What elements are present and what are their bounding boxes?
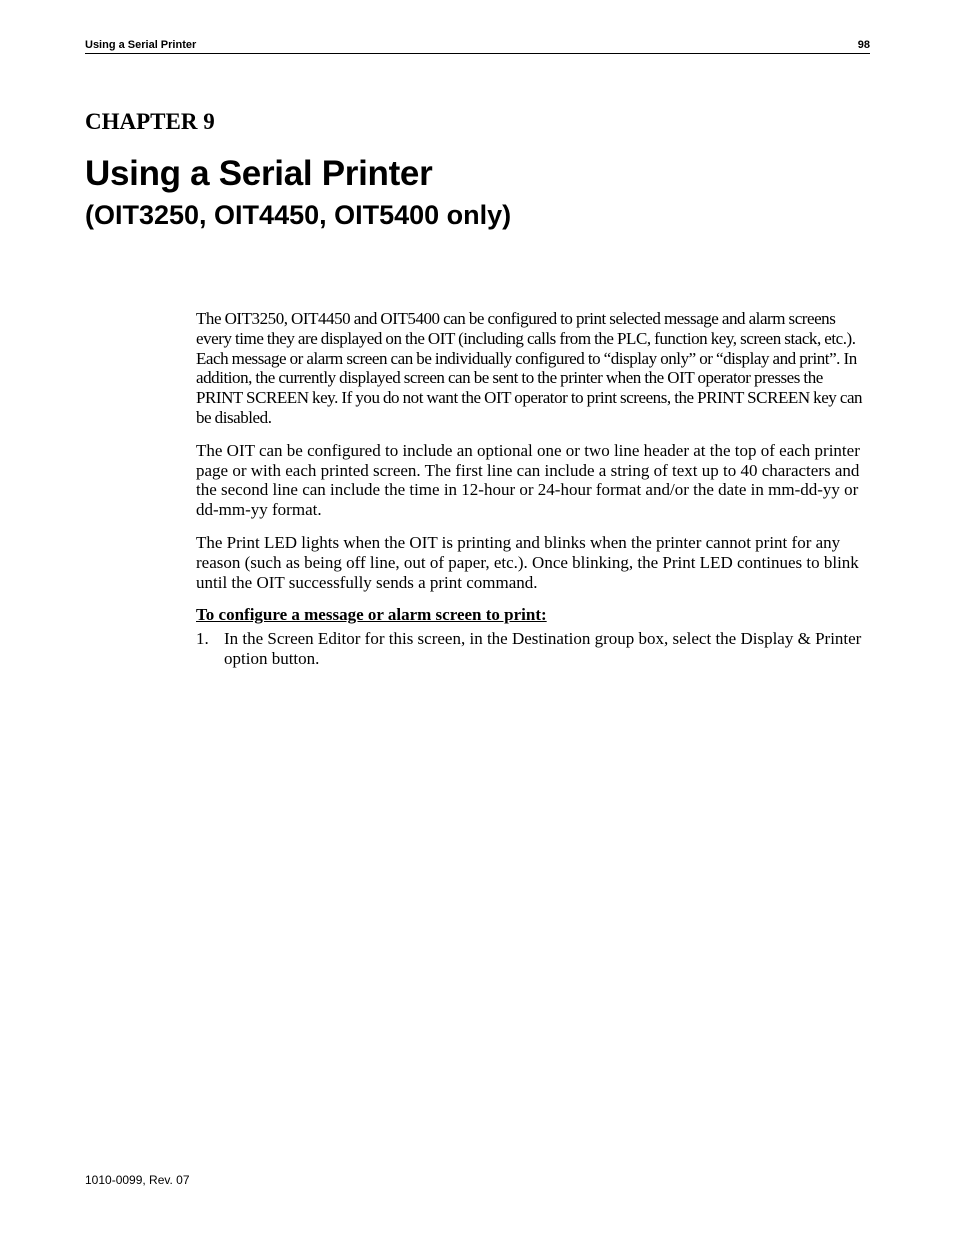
footer-doc-id: 1010-0099, Rev. 07	[85, 1173, 190, 1187]
header-section-title: Using a Serial Printer	[85, 39, 197, 51]
step-number: 1.	[196, 629, 209, 649]
paragraph-intro: The OIT3250, OIT4450 and OIT5400 can be configured to print selected message and alarm screens every time they are displayed on the OIT (including calls from the PLC, function key, screen stack, etc.). Each message or alarm screen can be individually configured to “display only” or “display and print”. In addition, the currently displayed screen can be sent to the printer when the OIT operator presses the PRINT SCREEN key. If you do not want the OIT operator to print screens, the PRINT SCREEN key can be disabled.	[196, 309, 863, 427]
page-title: Using a Serial Printer	[85, 154, 433, 193]
page-subtitle: (OIT3250, OIT4450, OIT5400 only)	[85, 200, 512, 230]
header-page-number: 98	[857, 39, 870, 51]
paragraph-print-led: The Print LED lights when the OIT is printing and blinks when the printer cannot print for any reason (such as being off line, out of paper, etc.). Once blinking, the Print LED continues to blink until the OIT successfully sends a print command.	[196, 532, 859, 592]
chapter-label: CHAPTER 9	[85, 109, 215, 134]
paragraph-header-config: The OIT can be configured to include an optional one or two line header at the top of each printer page or with each printed screen. The first line can include a string of text up to 40 characters and the second line can include the time in 12-hour or 24-hour format and/or the date in mm-dd-yy or dd-mm-yy format.	[196, 440, 860, 520]
running-header	[85, 38, 870, 54]
step-text: In the Screen Editor for this screen, in the Destination group box, select the Display & Printer option button.	[224, 629, 862, 668]
procedure-heading: To configure a message or alarm screen to print:	[196, 605, 547, 625]
body-text	[196, 309, 870, 669]
list-item	[196, 629, 870, 669]
